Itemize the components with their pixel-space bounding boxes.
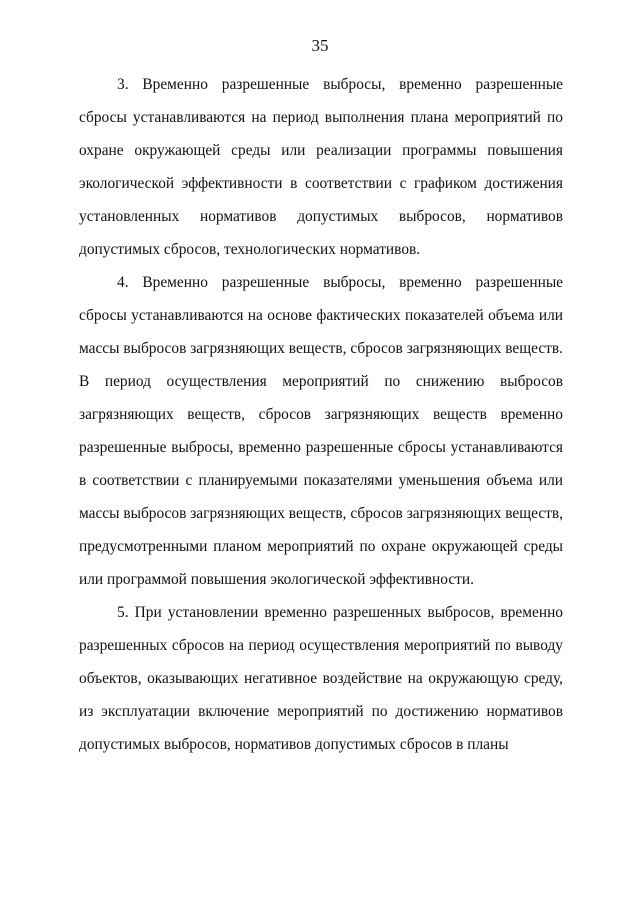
paragraph-4: 4. Временно разрешенные выбросы, временно разрешенные сбросы устанавливаются на основе фактических показателей объема или массы выбросов загрязняющих веществ, сбросов загрязняющих веществ. В период осуществления мероприятий по снижению выбросов загрязняющих веществ, сбросов загрязняющих веществ временно разрешенные выбросы, временно разрешенные сбросы устанавливаются в соответствии с планируемыми показателями уменьшения объема или массы выбросов загрязняющих веществ, сбросов загрязняющих веществ, предусмотренными планом мероприятий по охране окружающей среды или программой повышения экологической эффективности. <box>79 274 563 588</box>
paragraph-5: 5. При установлении временно разрешенных выбросов, временно разрешенных сбросов на период осуществления мероприятий по выводу объектов, оказывающих негативное воздействие на окружающую среду, из эксплуатации включение мероприятий по достижению нормативов допустимых выбросов, нормативов допустимых сбросов в планы <box>79 604 563 753</box>
document-body <box>79 68 563 761</box>
page-number: 35 <box>311 36 329 55</box>
paragraph-3: 3. Временно разрешенные выбросы, временно разрешенные сбросы устанавливаются на период выполнения плана мероприятий по охране окружающей среды или реализации программы повышения экологической эффективности в соответствии с графиком достижения установленных нормативов допустимых выбросов, нормативов допустимых сбросов, технологических нормативов. <box>79 76 563 258</box>
